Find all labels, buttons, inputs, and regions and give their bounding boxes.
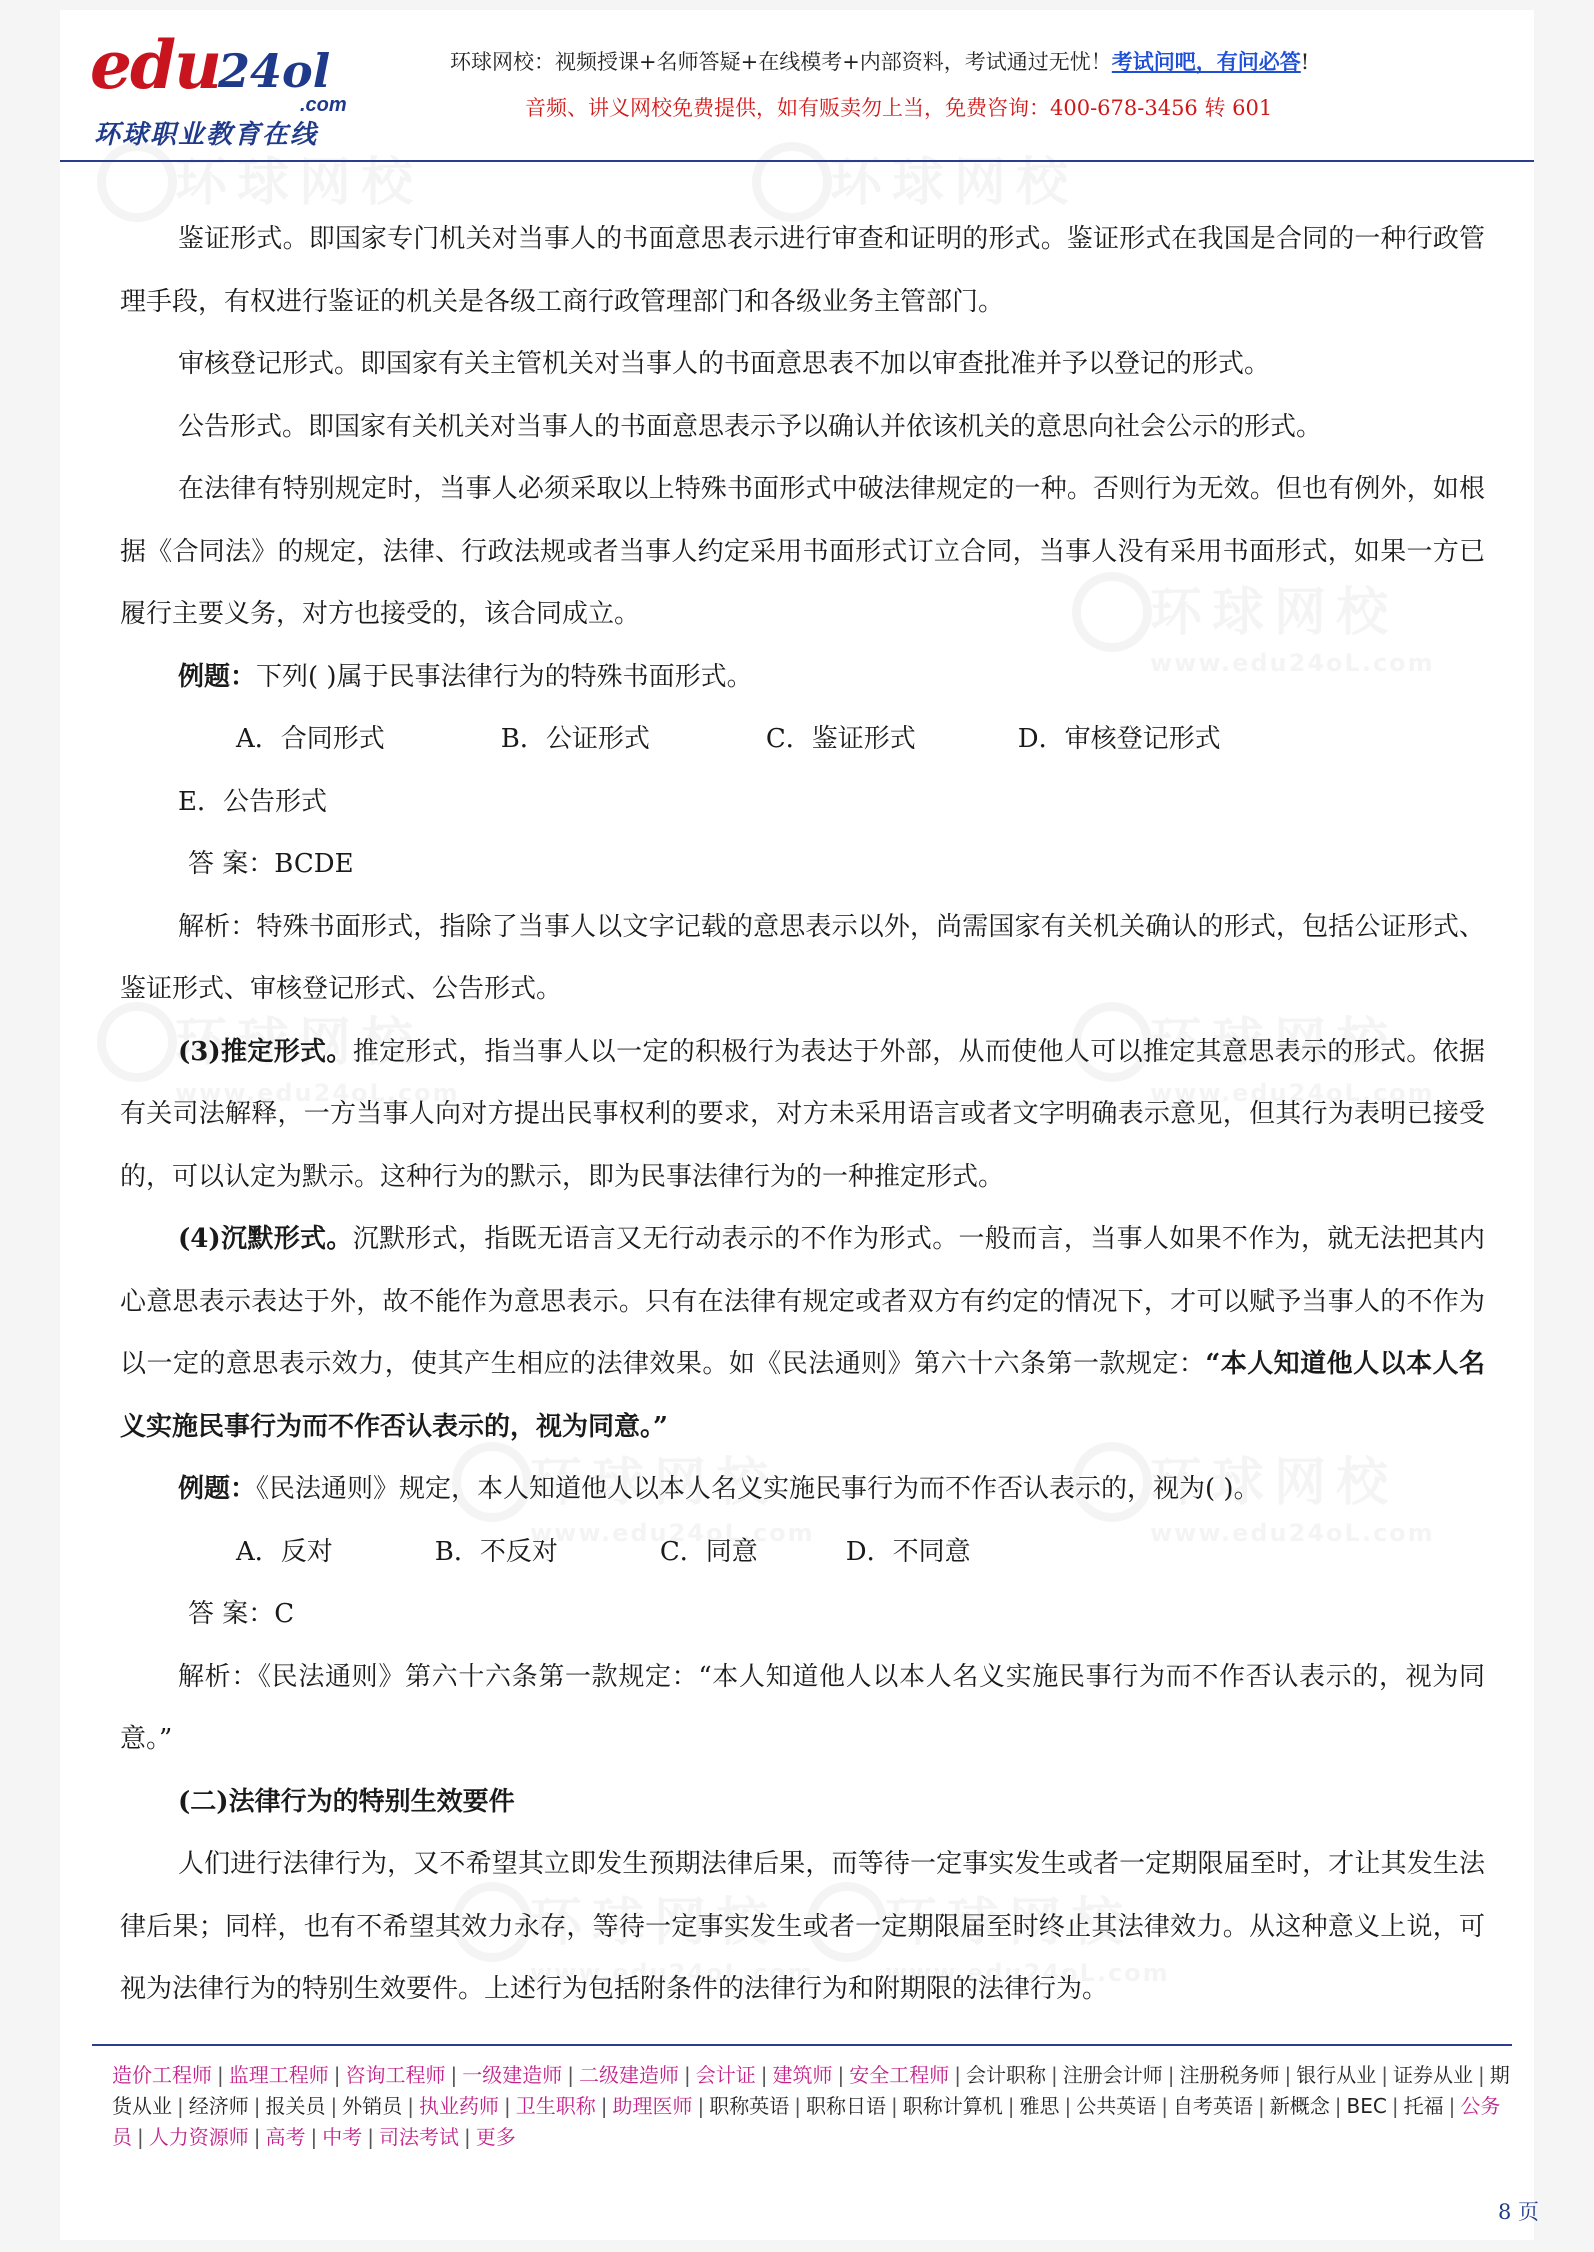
option: A．合同形式 xyxy=(236,724,385,754)
footer-link[interactable]: 更多 xyxy=(475,2125,516,2149)
footer-link[interactable]: 一级建造师 xyxy=(462,2063,563,2087)
footer-exam-links xyxy=(112,2060,1512,2153)
paragraph: 鉴证形式。即国家专门机关对当事人的书面意思表示进行审查和证明的形式。鉴证形式在我国是合同的一种行政管理手段，有权进行鉴证的机关是各级工商行政管理部门和各级业务主管部门。 xyxy=(120,224,1485,317)
footer-separator: | xyxy=(330,2094,338,2118)
footer-separator: | xyxy=(954,2063,961,2087)
option: B．公证形式 xyxy=(500,724,650,754)
option: E．公告形式 xyxy=(178,786,327,817)
footer-separator: | xyxy=(1391,2094,1399,2118)
footer-separator: | xyxy=(684,2063,691,2087)
paragraph: 解析：特殊书面形式，指除了当事人以文字记载的意思表示以外，尚需国家有关机关确认的形式，包括公证形式、鉴证形式、审核登记形式、公告形式。 xyxy=(120,911,1485,1004)
question-stem: 例题：下列( )属于民事法律行为的特殊书面形式。 xyxy=(178,661,753,692)
footer-separator: | xyxy=(794,2094,801,2118)
footer-link[interactable]: 报关员 xyxy=(265,2094,326,2118)
footer-link[interactable]: 职称计算机 xyxy=(902,2094,1003,2118)
footer-separator: | xyxy=(1064,2094,1072,2118)
header-notice: 音频、讲义网校免费提供，如有贩卖勿上当，免费咨询：400-678-3456 转 601 xyxy=(525,96,1273,120)
logo-number: 24ol xyxy=(218,44,331,98)
footer-link[interactable]: 雅思 xyxy=(1019,2094,1060,2118)
paragraph: 解析：《民法通则》第六十六条第一款规定：“本人知道他人以本人名义实施民事行为而不作否认表示的，视为同意。” xyxy=(120,1661,1485,1754)
footer-link[interactable]: 注册税务师 xyxy=(1179,2063,1280,2087)
paragraph: 在法律有特别规定时，当事人必须采取以上特殊书面形式中破法律规定的一种。否则行为无效。但也有例外，如根据《合同法》的规定，法律、行政法规或者当事人约定采用书面形式订立合同，当事人没有采用书面形式，如果一方已履行主要义务，对方也接受的，该合同成立。 xyxy=(120,474,1485,629)
footer-separator: | xyxy=(367,2125,374,2149)
logo-tagline: 环球职业教育在线 xyxy=(94,120,319,150)
footer-separator: | xyxy=(1161,2094,1168,2118)
header-slogan: 环球网校：视频授课+名师答疑+在线模考+内部资料，考试通过无忧！考试问吧，有问必答! xyxy=(450,49,1310,74)
footer-separator: | xyxy=(1478,2063,1485,2087)
footer-separator: | xyxy=(407,2094,414,2118)
site-logo[interactable] xyxy=(90,26,380,150)
footer-link[interactable]: 咨询工程师 xyxy=(345,2063,446,2087)
footer-separator: | xyxy=(450,2063,458,2087)
option: C．鉴证形式 xyxy=(765,724,916,754)
footer-separator: | xyxy=(567,2063,574,2087)
footer-separator: | xyxy=(1167,2063,1175,2087)
header-divider xyxy=(60,160,1534,162)
footer-link[interactable]: 建筑师 xyxy=(772,2063,833,2087)
paragraph: 审核登记形式。即国家有关主管机关对当事人的书面意思表不加以审查批准并予以登记的形式。 xyxy=(178,349,1271,379)
option: C．同意 xyxy=(659,1536,758,1567)
footer-divider xyxy=(92,2044,1512,2046)
footer-separator: | xyxy=(697,2094,705,2118)
footer-link[interactable]: 安全工程师 xyxy=(849,2063,950,2087)
question-options xyxy=(120,1521,1485,1584)
question-options xyxy=(120,708,1485,833)
footer-link[interactable]: 会计职称 xyxy=(966,2063,1046,2087)
footer-separator: | xyxy=(837,2063,845,2087)
footer-separator: | xyxy=(1448,2094,1456,2118)
footer-separator: | xyxy=(1007,2094,1015,2118)
page-number: 8 页 xyxy=(1498,2200,1540,2224)
footer-separator: | xyxy=(891,2094,898,2118)
footer-separator: | xyxy=(1051,2063,1058,2087)
paragraph: (3)推定形式。推定形式，指当事人以一定的积极行为表达于外部，从而使他人可以推定其意思表示的形式。依据有关司法解释，一方当事人向对方提出民事权利的要求，对方未采用语言或者文字明确表示意见，但其行为表明已接受的，可以认定为默示。这种行为的默示，即为民事法律行为的一种推定形式。 xyxy=(120,1036,1485,1192)
footer-separator: | xyxy=(310,2125,318,2149)
footer-link[interactable]: 自考英语 xyxy=(1173,2094,1253,2118)
question-stem: 例题：《民法通则》规定，本人知道他人以本人名义实施民事行为而不作否认表示的，视为( )。 xyxy=(178,1474,1260,1504)
footer-link[interactable]: 证券从业 xyxy=(1393,2063,1473,2087)
document-body xyxy=(120,208,1485,2021)
footer-link[interactable]: 会计证 xyxy=(695,2063,756,2087)
footer-link[interactable]: 造价工程师 xyxy=(112,2063,212,2087)
footer-link[interactable]: 职称日语 xyxy=(806,2094,886,2118)
footer-separator: | xyxy=(760,2063,768,2087)
footer-separator: | xyxy=(253,2125,261,2149)
footer-link[interactable]: 高考 xyxy=(265,2125,306,2149)
footer-separator: | xyxy=(1334,2094,1342,2118)
footer-separator: | xyxy=(217,2063,224,2087)
footer-separator: | xyxy=(253,2094,261,2118)
section-heading: (二)法律行为的特别生效要件 xyxy=(178,1786,515,1817)
footer-link[interactable]: 外销员 xyxy=(342,2094,403,2118)
footer-separator: | xyxy=(464,2125,471,2149)
footer-link[interactable]: BEC xyxy=(1346,2094,1387,2118)
logo-mark: edu xyxy=(90,26,221,104)
footer-link[interactable]: 注册会计师 xyxy=(1062,2063,1163,2087)
paragraph: 人们进行法律行为，又不希望其立即发生预期法律后果，而等待一定事实发生或者一定期限届至时，才让其发生法律后果；同样，也有不希望其效力永存，等待一定事实发生或者一定期限届至时终止其法律效力。从这种意义上说，可视为法律行为的特别生效要件。上述行为包括附条件的法律行为和附期限的法律行为。 xyxy=(120,1849,1485,2004)
footer-link[interactable]: 银行从业 xyxy=(1296,2063,1377,2087)
footer-link[interactable]: 期货从业 xyxy=(112,2063,1510,2118)
footer-link[interactable]: 执业药师 xyxy=(419,2094,499,2118)
footer-separator: | xyxy=(504,2094,511,2118)
option: D．不同意 xyxy=(845,1536,971,1567)
footer-link[interactable]: 公共英语 xyxy=(1076,2094,1157,2118)
footer-link[interactable]: 职称英语 xyxy=(709,2094,790,2118)
option: D．审核登记形式 xyxy=(1017,724,1221,754)
footer-link[interactable]: 人力资源师 xyxy=(148,2125,249,2149)
footer-link[interactable]: 司法考试 xyxy=(379,2125,459,2149)
footer-link[interactable]: 助理医师 xyxy=(612,2094,693,2118)
footer-separator: | xyxy=(1258,2094,1265,2118)
footer-link[interactable]: 中考 xyxy=(322,2125,363,2149)
footer-separator: | xyxy=(177,2094,184,2118)
footer-separator: | xyxy=(1381,2063,1388,2087)
footer-link[interactable]: 新概念 xyxy=(1269,2094,1330,2118)
paragraph: 公告形式。即国家有关机关对当事人的书面意思表示予以确认并依该机关的意思向社会公示的形式。 xyxy=(178,411,1323,442)
footer-separator: | xyxy=(137,2125,144,2149)
answer: 答 案：C xyxy=(188,1599,295,1629)
option: A．反对 xyxy=(236,1536,333,1567)
footer-link[interactable]: 二级建造师 xyxy=(579,2063,679,2087)
answer: 答 案：BCDE xyxy=(188,849,354,879)
footer-link[interactable]: 公务员 xyxy=(112,2094,1501,2149)
footer-link[interactable]: 监理工程师 xyxy=(228,2063,329,2087)
paragraph: (4)沉默形式。沉默形式，指既无语言又无行动表示的不作为形式。一般而言，当事人如果不作为，就无法把其内心意思表示表达于外，故不能作为意思表示。只有在法律有规定或者双方有约定的情况下，才可以赋予当事人的不作为以一定的意思表示效力，使其产生相应的法律效果。如《民法通则》第六十六条第一款规定：“本人知道他人以本人名义实施民事行为而不作否认表示的，视为同意。” xyxy=(120,1224,1485,1442)
option: B．不反对 xyxy=(434,1536,558,1567)
footer-separator: | xyxy=(1284,2063,1292,2087)
ask-link[interactable]: 考试问吧，有问必答 xyxy=(1111,49,1301,74)
footer-separator: | xyxy=(333,2063,341,2087)
footer-link[interactable]: 经济师 xyxy=(188,2094,249,2118)
logo-domain: .com xyxy=(300,94,347,116)
footer-separator: | xyxy=(600,2094,608,2118)
footer-link[interactable]: 卫生职称 xyxy=(515,2094,596,2118)
footer-link[interactable]: 托福 xyxy=(1403,2094,1444,2118)
